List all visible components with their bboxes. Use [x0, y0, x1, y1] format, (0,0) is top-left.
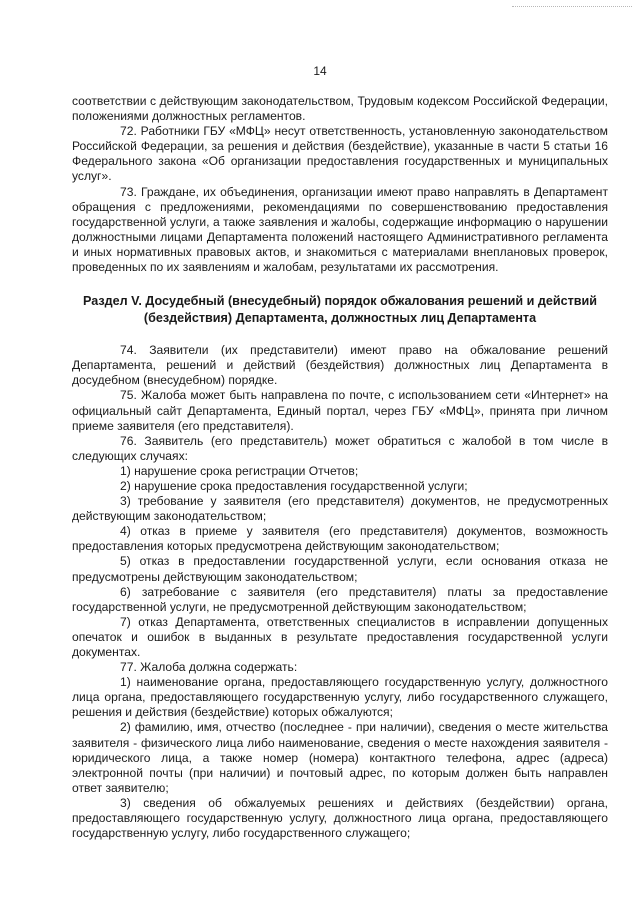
list-item-76-7: 7) отказ Департамента, ответственных специалистов в исправлении допущенных опечаток и ошибок в выданных в результате предоставления государственной услуги документах. — [72, 614, 608, 659]
scan-artifact — [512, 6, 632, 9]
paragraph-76: 76. Заявитель (его представитель) может обратиться с жалобой в том числе в следующих случаях: — [72, 433, 608, 463]
list-item-77-1: 1) наименование органа, предоставляющего государственную услугу, должностного лица органа, предоставляющего государственную услугу, либо государственного служащего, решения и действия (бездействие) которых обжалуются; — [72, 675, 608, 720]
section-heading: Раздел V. Досудебный (внесудебный) порядок обжалования решений и действий (бездействия) Департамента, должностных лиц Департамента — [83, 294, 597, 325]
list-item-76-3: 3) требование у заявителя (его представителя) документов, не предусмотренных действующим законодательством; — [72, 494, 608, 524]
list-item-76-5: 5) отказ в предоставлении государственной услуги, если основания отказа не предусмотрены действующим законодательством; — [72, 554, 608, 584]
page-number: 14 — [313, 64, 327, 78]
paragraph-73: 73. Граждане, их объединения, организации имеют право направлять в Департамент обращения с предложениями, рекомендациями по совершенствованию предоставления государственной услуги, а также заявления и жалобы, содержащие информацию о нарушении должностными лицами Департамента положений настоящего Административного регламента и иных нормативных правовых актов, и знакомиться с материалами внеплановых проверок, проведенных по их заявлениям и жалобам, результатами их рассмотрения. — [72, 184, 608, 275]
list-item-76-6: 6) затребование с заявителя (его представителя) платы за предоставление государственной услуги, не предусмотренной действующим законодательством; — [72, 584, 608, 614]
paragraph-77: 77. Жалоба должна содержать: — [120, 660, 298, 675]
paragraph-74: 74. Заявители (их представители) имеют право на обжалование решений Департамента, решений и действий (бездействия) должностных лиц Департамента в досудебном (внесудебном) порядке. — [72, 343, 608, 388]
document-body — [72, 94, 608, 841]
list-item-76-2: 2) нарушение срока предоставления государственной услуги; — [120, 478, 468, 493]
paragraph-72: 72. Работники ГБУ «МФЦ» несут ответственность, установленную законодательством Российской Федерации, за решения и действия (бездействие), указанные в части 5 статьи 16 Федерального закона «Об организации предоставления государственных и муниципальных услуг». — [72, 124, 608, 184]
list-item-77-2: 2) фамилию, имя, отчество (последнее - при наличии), сведения о месте жительства заявителя - физического лица либо наименование, сведения о месте нахождения заявителя - юридического лица, а также номер (номера) контактного телефона, адрес (адреса) электронной почты (при наличии) и почтовый адрес, по которым должен быть направлен ответ заявителю; — [72, 720, 608, 795]
paragraph-75: 75. Жалоба может быть направлена по почте, с использованием сети «Интернет» на официальный сайт Департамента, Единый портал, через ГБУ «МФЦ», принята при личном приеме заявителя (его представителя). — [72, 388, 608, 433]
list-item-77-3: 3) сведения об обжалуемых решениях и действиях (бездействии) органа, предоставляющего государственную услугу, должностного лица органа, предоставляющего государственную услугу, либо государственного служащего; — [72, 795, 608, 841]
list-item-76-1: 1) нарушение срока регистрации Отчетов; — [120, 463, 359, 478]
list-item-76-4: 4) отказ в приеме у заявителя (его представителя) документов, возможность предоставления которых предусмотрена действующим законодательством; — [72, 524, 608, 554]
paragraph-continuation: соответствии с действующим законодательством, Трудовым кодексом Российской Федерации, положениями должностных регламентов. — [72, 94, 608, 124]
